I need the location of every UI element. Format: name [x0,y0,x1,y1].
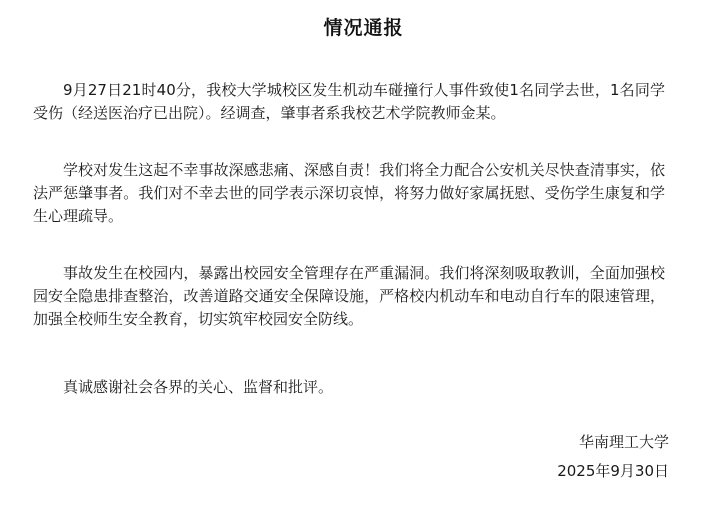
paragraph-incident: 9月27日21时40分，我校大学城校区发生机动车碰撞行人事件致使1名同学去世，1名同学受伤（经送医治疗已出院）。经调查，肇事者系我校艺术学院教师金某。 [33,81,665,122]
paragraph-measures: 事故发生在校园内，暴露出校园安全管理存在严重漏洞。我们将深刻吸取教训，全面加强校园安全隐患排查整治，改善道路交通安全保障设施，严格校内机动车和电动自行车的限速管理，加强全校师生安全教育，切实筑牢校园安全防线。 [33,264,665,328]
paragraph-response: 学校对发生这起不幸事故深感悲痛、深感自责！我们将全力配合公安机关尽快查清事实，依法严惩肇事者。我们对不幸去世的同学表示深切哀悼，将努力做好家属抚慰、受伤学生康复和学生心理疏导。 [33,161,665,225]
signature-organization: 华南理工大学 [578,433,669,451]
notice-title: 情况通报 [323,17,404,39]
signature-date: 2025年9月30日 [557,462,669,480]
paragraph-thanks: 真诚感谢社会各界的关心、监督和批评。 [63,378,334,396]
